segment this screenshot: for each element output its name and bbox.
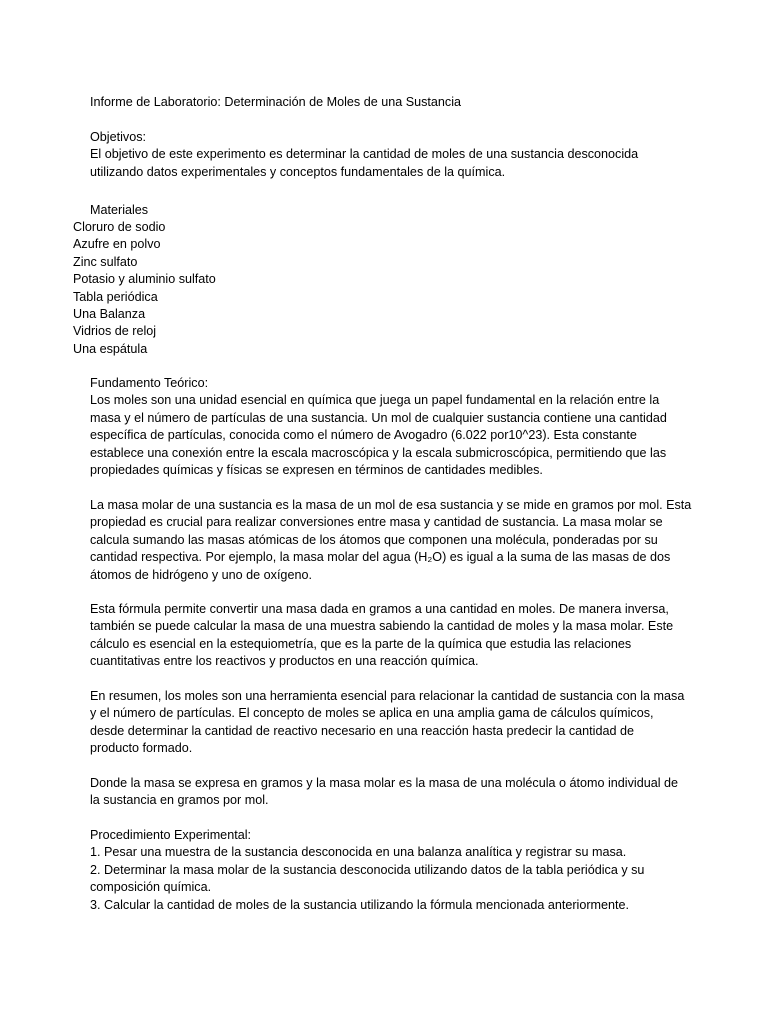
objetivos-heading: Objetivos: [90,130,146,144]
objetivos-line: utilizando datos experimentales y conceptos fundamentales de la química. [90,164,506,179]
paragraph-line: Esta fórmula permite convertir una masa dada en gramos a una cantidad en moles. De manera inversa, [90,602,669,616]
procedimiento-step: 1. Pesar una muestra de la sustancia desconocida en una balanza analítica y registrar su masa. [90,845,627,860]
objetivos-line: El objetivo de este experimento es determinar la cantidad de moles de una sustancia desconocida [90,147,639,162]
materiales-list [73,219,216,358]
document-title: Informe de Laboratorio: Determinación de Moles de una Sustancia [90,95,462,109]
procedimiento-step: composición química. [90,880,212,895]
paragraph-line: la sustancia en gramos por mol. [90,793,269,808]
paragraph-line: En resumen, los moles son una herramienta esencial para relacionar la cantidad de sustancia con la masa [90,689,685,703]
paragraph-line: desde determinar la cantidad de reactivo necesario en una reacción hasta predecir la cantidad de [90,723,634,738]
procedimiento-step: 2. Determinar la masa molar de la sustancia desconocida utilizando datos de la tabla periódica y su [90,862,645,877]
paragraph-line: establece una conexión entre la escala macroscópica y la escala submicroscópica, permitiendo que las [90,445,667,460]
paragraph-line: producto formado. [90,741,193,756]
paragraph-line: masa y el número de partículas de una sustancia. Un mol de cualquier sustancia contiene una cantidad [90,410,667,425]
paragraph-line: y el número de partículas. El concepto de moles se aplica en una amplia gama de cálculos químicos, [90,706,654,721]
paragraph-line: cuantitativas entre los reactivos y productos en una reacción química. [90,654,479,669]
paragraph-line: también se puede calcular la masa de una muestra sabiendo la cantidad de moles y la masa molar. Este [90,619,674,634]
fundamento-heading: Fundamento Teórico: [90,376,209,390]
donde-paragraph [90,775,740,810]
materiales-item: Una Balanza [73,307,146,322]
materiales-item: Tabla periódica [73,289,158,304]
procedimiento-section [90,827,740,914]
materiales-item: Una espátula [73,341,148,356]
procedimiento-step: 3. Calcular la cantidad de moles de la sustancia utilizando la fórmula mencionada anteriormente. [90,897,630,912]
paragraph-line: propiedades químicas y físicas se expresen en términos de cantidades medibles. [90,463,543,478]
objetivos-section [90,129,740,181]
paragraph-line: cantidad respectiva. Por ejemplo, la masa molar del agua (H₂O) es igual a la suma de las masas de dos [90,550,671,565]
paragraph-line: calcula sumando las masas atómicas de los átomos que componen una molécula, ponderadas por su [90,532,658,547]
paragraph-line: Los moles son una unidad esencial en química que juega un papel fundamental en la relación entre la [90,393,660,408]
paragraph-line: La masa molar de una sustancia es la masa de un mol de esa sustancia y se mide en gramos por mol. Esta [90,498,692,512]
materiales-item: Azufre en polvo [73,237,161,252]
paragraph-line: Donde la masa se expresa en gramos y la masa molar es la masa de una molécula o átomo individual de [90,776,679,790]
resumen-paragraph [90,688,740,758]
materiales-heading: Materiales [90,203,149,217]
formula-paragraph [90,601,740,671]
materiales-item: Potasio y aluminio sulfato [73,272,216,287]
materiales-item: Zinc sulfato [73,254,138,269]
paragraph-line: propiedad es crucial para realizar conversiones entre masa y cantidad de sustancia. La masa molar se [90,515,663,530]
paragraph-line: específica de partículas, conocida como el número de Avogadro (6.022 por10^23). Esta constante [90,428,637,443]
masa-molar-paragraph [90,497,740,584]
materiales-item: Cloruro de sodio [73,220,166,234]
fundamento-paragraph [90,375,740,479]
paragraph-line: cálculo es esencial en la estequiometría, que es la parte de la química que estudia las relaciones [90,636,632,651]
procedimiento-heading: Procedimiento Experimental: [90,828,251,842]
materiales-item: Vidrios de reloj [73,324,157,339]
paragraph-line: átomos de hidrógeno y uno de oxígeno. [90,567,312,582]
